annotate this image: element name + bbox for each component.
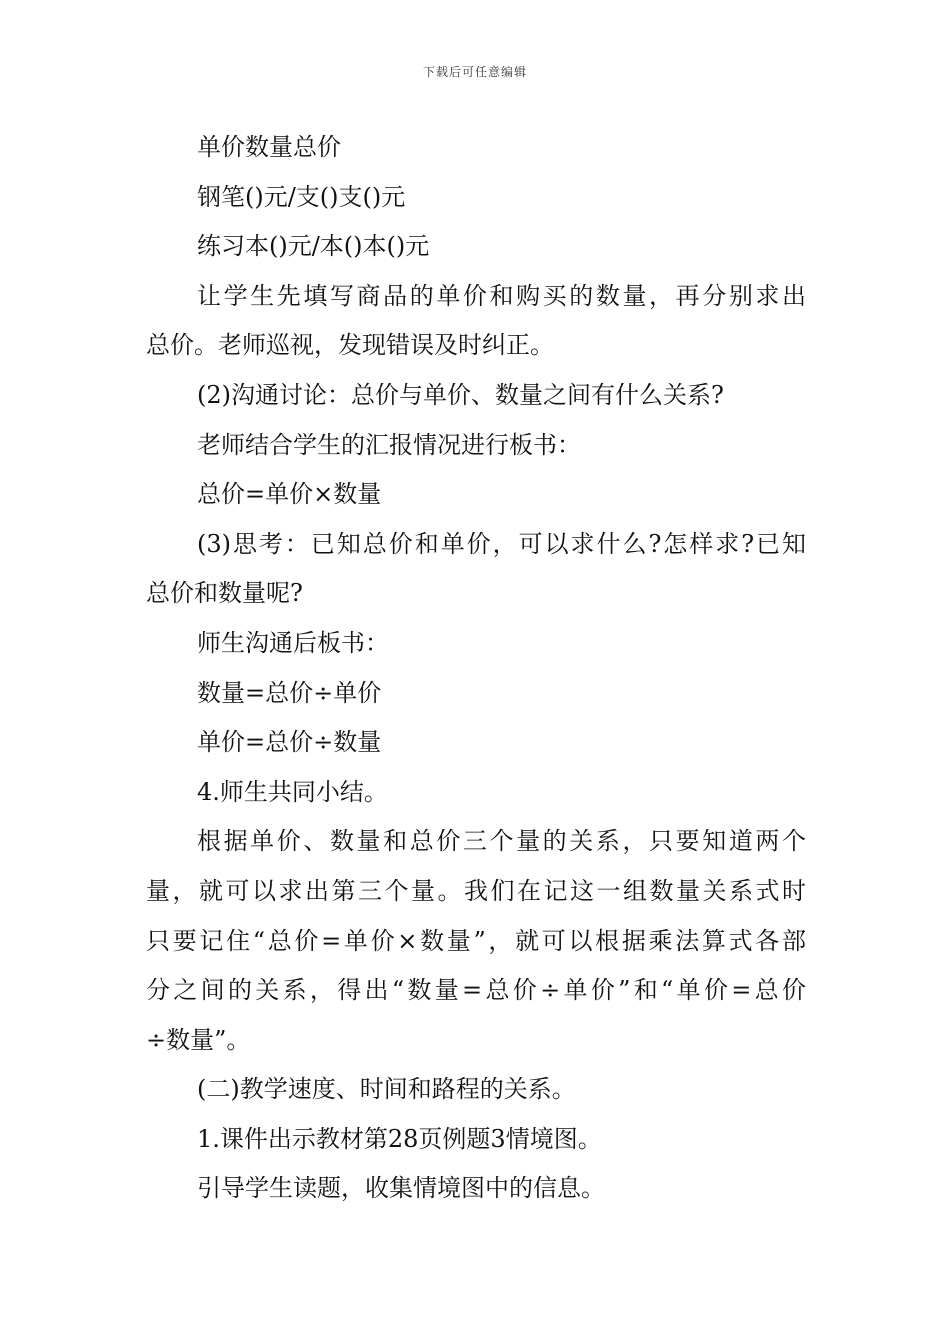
text-line: 总价=单价×数量 [197, 480, 382, 509]
text-line: 根据单价、数量和总价三个量的关系，只要知道两个 [197, 827, 806, 856]
text-line: 练习本()元/本()本()元 [197, 232, 430, 261]
text-line: (2)沟通讨论：总价与单价、数量之间有什么关系? [197, 380, 724, 409]
text-line: 让学生先填写商品的单价和购买的数量，再分别求出 [197, 281, 806, 310]
text-line: 4.师生共同小结。 [197, 777, 388, 806]
text-line: 总价。老师巡视，发现错误及时纠正。 [146, 331, 554, 360]
text-line: 单价数量总价 [197, 133, 341, 161]
text-line: 引导学生读题，收集情境图中的信息。 [197, 1174, 605, 1203]
text-line: 单价=总价÷数量 [197, 728, 382, 757]
document-body [146, 123, 806, 1214]
text-line: ÷数量”。 [146, 1025, 251, 1054]
text-line: 只要记住“总价=单价×数量”，就可以根据乘法算式各部 [146, 926, 806, 955]
text-line: (二)教学速度、时间和路程的关系。 [197, 1075, 576, 1104]
text-line: 数量=总价÷单价 [197, 678, 382, 707]
text-line: 老师结合学生的汇报情况进行板书： [197, 430, 581, 459]
text-line: 钢笔()元/支()支()元 [197, 182, 406, 211]
text-line: 量，就可以求出第三个量。我们在记这一组数量关系式时 [146, 876, 806, 905]
text-line: 师生沟通后板书： [197, 628, 389, 657]
text-line: 1.课件出示教材第28页例题3情境图。 [197, 1124, 602, 1153]
text-line: (3)思考：已知总价和单价，可以求什么?怎样求?已知 [197, 529, 806, 558]
text-line: 分之间的关系，得出“数量=总价÷单价”和“单价=总价 [146, 976, 806, 1005]
page-header: 下载后可任意编辑 [422, 65, 527, 79]
text-line: 总价和数量呢? [146, 579, 303, 608]
